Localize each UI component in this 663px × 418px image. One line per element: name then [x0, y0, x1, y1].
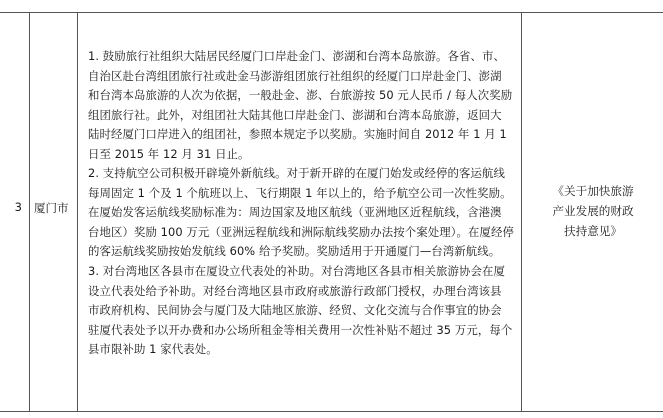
measure-line: 陆时经厦门口岸进入的组团社，参照本规定予以奖励。实施时间自 2012 年 1 月 1 — [88, 127, 507, 142]
measure-line: 和台湾本岛旅游的人次为依据，一般赴金、澎、台旅游按 50 元人民币 / 每人次奖励 — [88, 88, 513, 103]
measure-line: 市政府机构、民间协会与厦门及大陆地区旅游、经贸、文化交流与合作事宜的协会 — [88, 303, 502, 318]
measure-line: 日至 2015 年 12 月 31 日止。 — [88, 146, 250, 161]
policy-line: 《关于加快旅游 — [552, 184, 634, 198]
column-divider-content — [521, 12, 522, 412]
measure-line: 县市限补助 1 家代表处。 — [88, 342, 218, 357]
measure-line: 在厦始发客运航线奖励标准为：周边国家及地区航线（亚洲地区近程航线，含港澳 — [88, 205, 502, 220]
measure-line: 自治区赴台湾组团旅行社或赴金马澎游组团旅行社组织的经厦门口岸赴金门、澎湖 — [88, 68, 502, 83]
measure-line: 设立代表处给予补助。对经台湾地区县市政府或旅游行政部门授权，办理台湾该县 — [88, 283, 502, 298]
measure-line: 组团旅行社。此外，对组团社大陆其他口岸赴金门、澎湖和台湾本岛旅游，返回大 — [88, 107, 502, 122]
policy-line: 产业发展的财政 — [552, 204, 634, 218]
measures-text — [88, 47, 514, 360]
measure-line: 的客运航线奖励按始发航线 60% 给予奖励。奖励适用于开通厦门—台湾新航线。 — [88, 244, 501, 259]
column-divider-index — [29, 12, 30, 412]
table-bottom-border — [0, 411, 663, 412]
column-divider-city — [77, 12, 78, 412]
measure-line: 1. 鼓励旅行社组织大陆居民经厦门口岸赴金门、澎湖和台湾本岛旅游。各省、市、 — [88, 49, 505, 63]
policy-line: 扶持意见》 — [564, 224, 622, 238]
row-index: 3 — [14, 200, 22, 214]
measure-line: 3. 对台湾地区各县市在厦设立代表处的补助。对台湾地区各县市相关旅游协会在厦 — [88, 264, 505, 279]
city-name: 厦门市 — [34, 201, 69, 215]
table-top-border — [0, 12, 663, 13]
measure-line: 驻厦代表处予以开办费和办公场所租金等相关费用一次性补贴不超过 35 万元，每个 — [88, 322, 513, 337]
measure-line: 台地区）奖励 100 万元（亚洲远程航线和洲际航线奖励办法按个案处理）。在厦经停 — [88, 224, 514, 239]
measure-line: 2. 支持航空公司积极开辟境外新航线。对于新开辟的在厦门始发或经停的客运航线 — [88, 166, 505, 181]
measure-line: 每周固定 1 个及 1 个航班以上、飞行期限 1 年以上的，给予航空公司一次性奖励。 — [88, 185, 512, 200]
policy-document-title — [531, 181, 655, 241]
